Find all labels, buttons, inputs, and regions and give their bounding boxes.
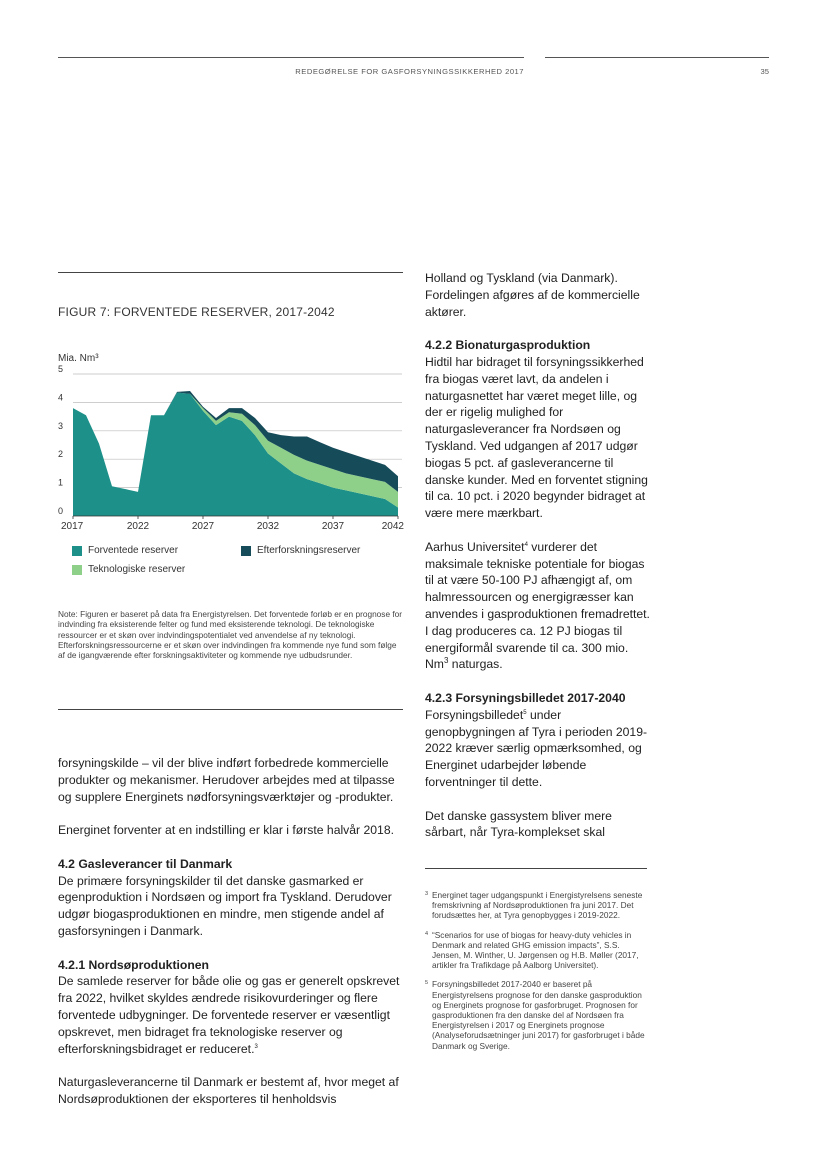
paragraph-text: De samlede reserver for både olie og gas er generelt opskrevet fra 2022, hvilket skyldes ændrede risikovurderinger og flere forventede udbygninger. De forventede reserver er væsentligt opskrevet, men bidraget fra teknologiske reserver og efterforskningsbidraget er reduceret. [58,974,400,1056]
y-tick-label: 2 [58,449,64,460]
chart-areas [73,391,398,516]
reserves-area-chart [56,348,406,538]
y-tick-label: 3 [58,420,64,431]
footnote-ref[interactable]: 5 [523,709,527,716]
footnote-rule [425,868,647,869]
legend-item-efterforskning [241,545,360,556]
x-tick-label: 2022 [126,521,150,532]
paragraph: Energinet forventer at en indstilling er klar i første halvår 2018. [58,823,395,838]
page-number: 35 [760,67,769,76]
paragraph: Naturgasleverancerne til Danmark er bestemt af, hvor meget af Nordsøproduktionen der eksporteres til henholdsvis [58,1075,399,1106]
figure-note: Note: Figuren er baseret på data fra Energistyrelsen. Det forventede forløb er en prognose for indvinding fra eksisterende felter og fund med eksisterende teknologi. De teknologiske ressourcer er et skøn over indvindingspotentialet ved anvendelse af ny teknologi. Efterforskningsressourcerne er et skøn over indvindingen fra kommende nye fund som følge af de igangværende efter forskningsaktiviteter og kommende nye udbudsrunder. [58,609,403,661]
paragraph-text: vurderer det maksimale tekniske potentiale for biogas til at være 50-100 PJ afhængigt af, om halmressourcen og energigræsser kan anvendes i gasproduktionen fremadrettet. I dag produceres ca. 12 PJ biogas til energiformål svarende til ca. 300 mio. Nm [425,539,650,672]
figure-title: FIGUR 7: FORVENTEDE RESERVER, 2017-2042 [58,305,335,319]
paragraph-text: under genopbygningen af Tyra i perioden 2019-2022 kræver særlig opmærksomhed, og Energinet udarbejder løbende forventninger til dette. [425,707,648,789]
header-rule-left [58,57,524,58]
x-tick-label: 2027 [191,521,215,532]
paragraph: Det danske gassystem bliver mere sårbart, når Tyra-komplekset skal [425,808,612,840]
paragraph-text: naturgas. [448,657,503,672]
legend-item-teknologiske [72,564,185,575]
legend-label-forventede: Forventede reserver [88,545,179,556]
superscript: 3 [443,656,449,666]
legend-item-forventede [72,545,178,556]
paragraph-text: Aarhus Universitet [425,539,525,554]
footnote-number: 4 [425,930,429,937]
header-rule-right [545,57,769,58]
footnote-text: “Scenarios for use of biogas for heavy-duty vehicles in Denmark and related GHG emission impacts”, S.S. Jensen, M. Winther, U. Jørgensen og H.B. Møller (2017, artikler fra Trafikdage på Aalborg Universitet). [432,929,639,971]
footnote [425,979,650,1050]
section-heading-4-2: 4.2 Gasleverancer til Danmark [58,856,233,871]
footnote-number: 5 [425,980,429,987]
legend-label-teknologiske: Teknologiske reserver [88,564,186,575]
y-tick-label: 4 [58,392,64,403]
figure-top-rule [58,272,403,273]
paragraph [425,539,651,673]
paragraph: De primære forsyningskilder til det danske gasmarked er egenproduktion i Nordsøen og import fra Tyskland. Derudover udgør biogasproduktionen en mindre, men stigende andel af gasforsyningen i Danmark. [58,873,392,938]
footnotes [425,890,650,1060]
paragraph: Holland og Tyskland (via Danmark). Fordelingen afgøres af de kommercielle aktører. [425,271,640,319]
y-tick-label: 5 [58,364,64,374]
y-tick-label: 1 [58,477,64,488]
x-tick-label: 2042 [381,521,404,532]
footnote [425,890,650,921]
footnote [425,930,650,971]
x-tick-label: 2017 [61,521,84,532]
x-tick-label: 2037 [321,521,345,532]
figure-bottom-rule [58,709,403,710]
section-heading-4-2-2: 4.2.2 Bionaturgasproduktion [425,338,591,353]
paragraph: forsyningskilde – vil der blive indført forbedrede kommercielle produkter og mekanismer. Herudover arbejdes med at tilpasse og supplere Energinets nødforsyningsværktøjer og -produkter. [58,756,395,804]
paragraph-text: Forsyningsbilledet [425,707,524,722]
right-column [425,270,651,841]
footnote-text: Forsyningsbilledet 2017-2040 er baseret på Energistyrelsens prognose for den danske gasproduktion og Energinets prognose for gasforbruget. Prognosen for gasproduktionen fra den danske del af Nordsøen fra Energistyrelsen i 2017 og Energinets prognose (Analyseforudsætninger juni 2017) for gasforbruget i både Danmark og Sverige. [432,979,645,1051]
x-tick-label: 2032 [256,521,280,532]
running-header: REDEGØRELSE FOR GASFORSYNINGSSIKKERHED 2017 [295,67,524,76]
y-axis-label: Mia. Nm³ [58,353,99,364]
legend-swatch-forventede [72,546,82,556]
footnote-number: 3 [425,891,429,897]
legend-swatch-teknologiske [72,565,82,575]
footnote-ref[interactable]: 4 [524,541,528,548]
y-tick-label: 0 [58,506,64,516]
section-heading-4-2-3: 4.2.3 Forsyningsbilledet 2017-2040 [425,690,626,705]
paragraph [58,973,406,1057]
section-heading-4-2-1: 4.2.1 Nordsøproduktionen [58,957,210,972]
left-column [58,755,406,1108]
paragraph: Hidtil har bidraget til forsyningssikkerhed fra biogas været lavt, da andelen i naturgasnettet har været meget lille, og der er rigelig mulighed for naturgasleverancer fra Nordsøen og Tyskland. Ved udgangen af 2017 udgør biogas 5 pct. af gasleverancerne til danske kunder. Med en forventet stigning til ca. 10 pct. i 2020 begynder bidraget at være mere mærkbart. [425,354,648,521]
legend-swatch-efterforskning [241,546,251,556]
footnote-text: Energinet tager udgangspunkt i Energistyrelsens seneste fremskrivning af Nordsøproduktionen fra juni 2017. Det forudsættes her, at Tyra genopbygges i 2019-2022. [432,890,643,921]
footnote-ref[interactable]: 3 [254,1043,258,1050]
paragraph [425,707,651,791]
legend-label-efterforskning: Efterforskningsreserver [257,545,361,556]
